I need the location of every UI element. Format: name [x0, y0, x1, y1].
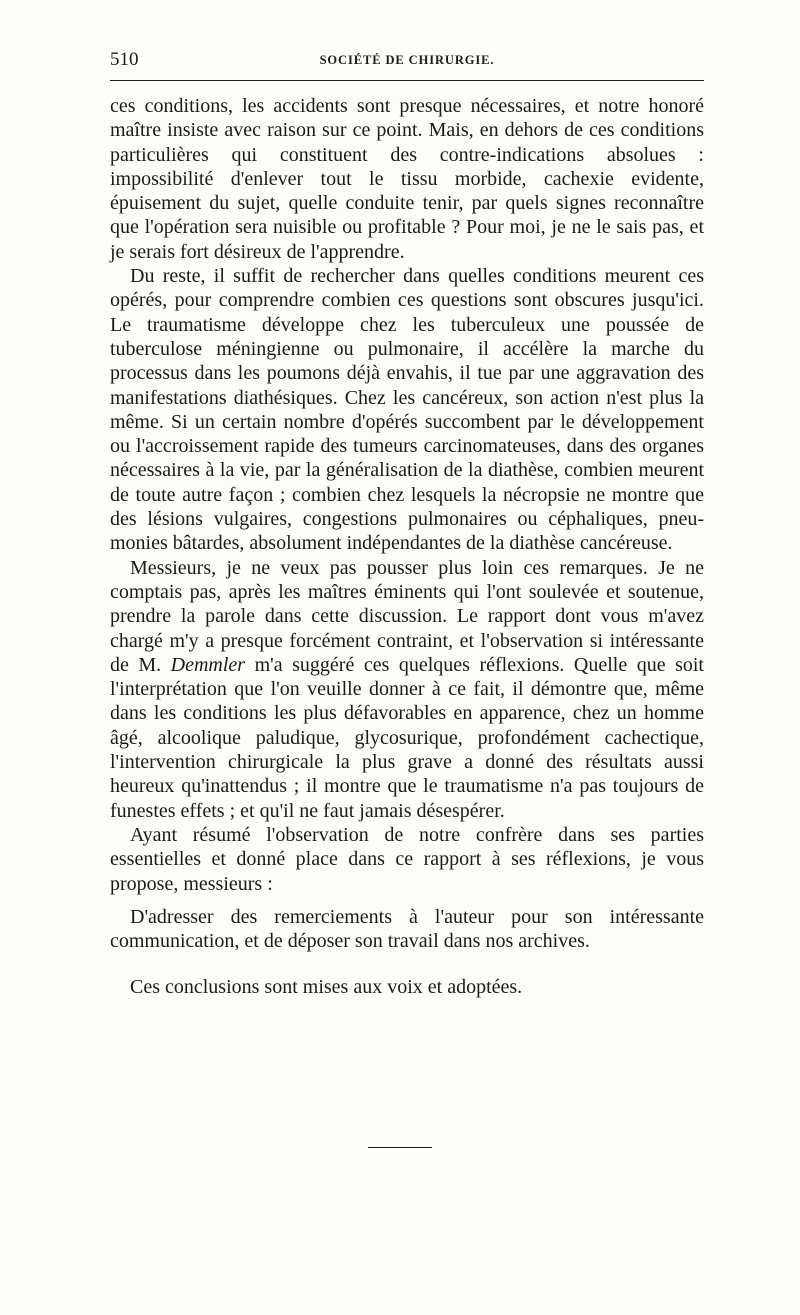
running-head	[110, 48, 704, 72]
author-name: Demmler	[170, 653, 246, 676]
journal-title: SOCIÉTÉ DE CHIRURGIE.	[319, 53, 495, 67]
paragraph-conclusion: Ces conclusions sont mises aux voix et adoptées.	[130, 976, 523, 999]
paragraph-continued: ces conditions, les accidents sont presque nécessaires, et notre honoré maître insiste avec raison sur ce point. Mais, en dehors de ces conditions particulières qui constituent des contre-indications absolues : impossibilité d'enlever tout le tissu morbide, cachexie evidente, épuisement du sujet, quelle conduite tenir, par quels signes reconnaître que l'opération sera nuisible ou profitable ? Pour moi, je ne le sais pas, et je serais fort désireux de l'apprendre.	[110, 95, 704, 263]
paragraph-proposal: D'adresser des remerciements à l'auteur pour son intéressante communication, et de déposer son travail dans nos archives.	[110, 905, 704, 953]
paragraph-text: Messieurs, je ne veux pas pousser plus loin ces remarques. Je ne comptais pas, après les maîtres éminents qui l'ont soulevée et soutenue, prendre la parole dans cette discussion. Le rapport dont vous m'avez chargé m'y a presque forcément contraint, et l'observation si intéressante de M.	[110, 556, 704, 676]
header-rule	[110, 80, 704, 81]
page-number: 510	[110, 49, 139, 70]
body-text	[110, 94, 704, 1000]
paragraph: Du reste, il suffit de rechercher dans quelles conditions meurent ces opérés, pour comprendre combien ces questions sont obscures jusqu'ici. Le traumatisme développe chez les tuberculeux une poussée de tuberculose méningienne ou pulmonaire, il accélère la marche du processus dans les poumons déjà envahis, il tue par une aggravation des manifestations diathésiques. Chez les cancéreux, son action n'est plus la même. Si un certain nombre d'opérés succombent par le développement ou l'accroissement rapide des tumeurs carcinomateuses, dans des organes nécessaires à la vie, par la généralisation de la diathèse, combien meurent de toute autre façon ; combien chez lesquels la nécropsie ne montre que des lésions vulgaires, congestions pulmonaires ou céphaliques, pneumonies bâtardes, absolument indépendantes de la diathèse cancéreuse.	[110, 265, 704, 555]
end-rule	[368, 1147, 432, 1148]
paragraph: Ayant résumé l'observation de notre confrère dans ses parties essentielles et donné place dans ce rapport à ses réflexions, je vous propose, messieurs :	[110, 823, 704, 895]
paragraph	[110, 556, 704, 823]
paragraph-text: m'a suggéré ces quelques réflexions. Quelle que soit l'interprétation que l'on veuille donner à ce fait, il démontre que, même dans les conditions les plus défavorables en apparence, chez un homme âgé, alcoolique paludique, glycosurique, profondément cachectique, l'intervention chirurgicale la plus grave a donné des résultats aussi heureux qu'inattendus ; il montre que le traumatisme n'a pas toujours de funestes effets ; et qu'il ne faut jamais désespérer.	[110, 653, 704, 822]
